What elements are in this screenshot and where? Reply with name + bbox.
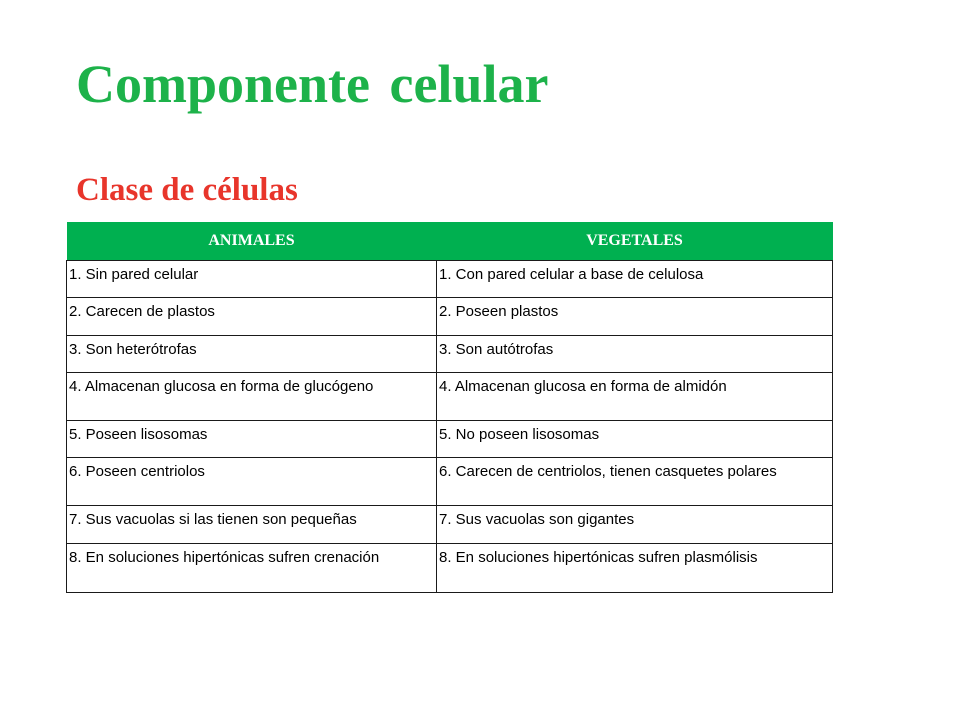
- cell-vegetales: 3. Son autótrofas: [437, 336, 833, 373]
- table-header-row: [67, 222, 833, 261]
- table-row: [67, 298, 833, 336]
- cell-vegetales: 4. Almacenan glucosa en forma de almidón: [437, 373, 833, 421]
- cell-animales: 1. Sin pared celular: [67, 261, 437, 298]
- cell-vegetales: 2. Poseen plastos: [437, 298, 833, 336]
- cell-animales: 4. Almacenan glucosa en forma de glucógeno: [67, 373, 437, 421]
- cell-vegetales: 6. Carecen de centriolos, tienen casquetes polares: [437, 458, 833, 506]
- cell-animales: 8. En soluciones hipertónicas sufren crenación: [67, 544, 437, 593]
- slide-subtitle: Clase de células: [76, 172, 298, 208]
- slide-title: Componente celular: [76, 54, 549, 114]
- cell-vegetales: 1. Con pared celular a base de celulosa: [437, 261, 833, 298]
- cell-animales: 3. Son heterótrofas: [67, 336, 437, 373]
- cell-animales: 2. Carecen de plastos: [67, 298, 437, 336]
- cell-vegetales: 5. No poseen lisosomas: [437, 421, 833, 458]
- cell-animales: 6. Poseen centriolos: [67, 458, 437, 506]
- cell-comparison-table: [66, 222, 833, 593]
- table-row: [67, 373, 833, 421]
- header-vegetales: VEGETALES: [437, 222, 833, 261]
- table-row: [67, 261, 833, 298]
- cell-animales: 5. Poseen lisosomas: [67, 421, 437, 458]
- cell-animales: 7. Sus vacuolas si las tienen son pequeñas: [67, 506, 437, 544]
- table-row: [67, 506, 833, 544]
- table-row: [67, 458, 833, 506]
- table-row: [67, 544, 833, 593]
- header-animales: ANIMALES: [67, 222, 437, 261]
- cell-vegetales: 7. Sus vacuolas son gigantes: [437, 506, 833, 544]
- table-row: [67, 421, 833, 458]
- table-row: [67, 336, 833, 373]
- cell-vegetales: 8. En soluciones hipertónicas sufren plasmólisis: [437, 544, 833, 593]
